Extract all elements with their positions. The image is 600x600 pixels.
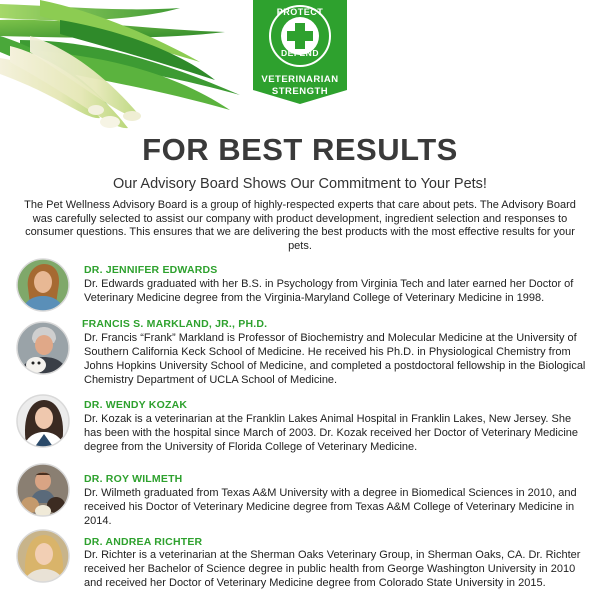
member-name: FRANCIS S. MARKLAND, JR., PH.D. [82, 318, 268, 330]
member-bio: Dr. Kozak is a veterinarian at the Franklin Lakes Animal Hospital in Franklin Lakes, New Jersey. She has been with the hospital since March of 2003. Dr. Kozak received her Doctor of Veterinary Medicine degree from the University of Florida College of Veterinary Medicine. [84, 413, 579, 453]
member-bio: Dr. Francis “Frank” Markland is Professor of Biochemistry and Molecular Medicine at the University of Southern California Keck School of Medicine. He received his Ph.D. in Physiological Chemistry from Johns Hopkins University School of Medicine, and completed a postdoctoral fellowship in the Biological Chemistry Department of UCLA School of Medicine. [84, 332, 586, 386]
avatar [16, 321, 70, 375]
avatar [16, 463, 70, 517]
member-name: DR. WENDY KOZAK [84, 399, 188, 411]
member-bio: Dr. Wilmeth graduated from Texas A&M University with a degree in Biomedical Sciences in 2010, and received his Doctor of Veterinary Medicine degree from Texas A&M College of Veterinary Medicine in 2014. [84, 487, 577, 527]
page-subtitle: Our Advisory Board Shows Our Commitment to Your Pets! [113, 176, 487, 192]
badge-top-label: PROTECT [276, 7, 324, 17]
member-name: DR. ROY WILMETH [84, 473, 183, 485]
badge-mid-label: DEFEND [281, 48, 319, 58]
badge-bottom-label-1: VETERINARIAN [261, 74, 339, 85]
member-bio: Dr. Edwards graduated with her B.S. in Psychology from Virginia Tech and later earned her Doctor of Veterinary Medicine degree from the Virginia-Maryland College of Veterinary Medicine in 1998. [84, 278, 574, 304]
protect-defend-badge [253, 0, 347, 104]
page-title: FOR BEST RESULTS [142, 132, 458, 167]
avatar [16, 258, 70, 312]
avatar [16, 529, 70, 583]
member-name: DR. JENNIFER EDWARDS [84, 264, 218, 276]
badge-bottom-label-2: STRENGTH [271, 86, 329, 97]
avatar [16, 394, 70, 448]
intro-paragraph: The Pet Wellness Advisory Board is a group of highly-respected experts that care about pets. The Advisory Board was carefully selected to assist our company with product development, ingredient selection and responses to consumer questions. This ensures that we are delivering the best products with the most effective results for your pets. [24, 199, 576, 252]
member-bio: Dr. Richter is a veterinarian at the Sherman Oaks Veterinary Group, in Sherman Oaks, CA. Dr. Richter received her Bachelor of Science degree in public health from George Washington University in 2010 and received her Doctor of Veterinary Medicine degree from Colorado State University in 2015. [84, 549, 581, 589]
member-name: DR. ANDREA RICHTER [84, 536, 203, 548]
